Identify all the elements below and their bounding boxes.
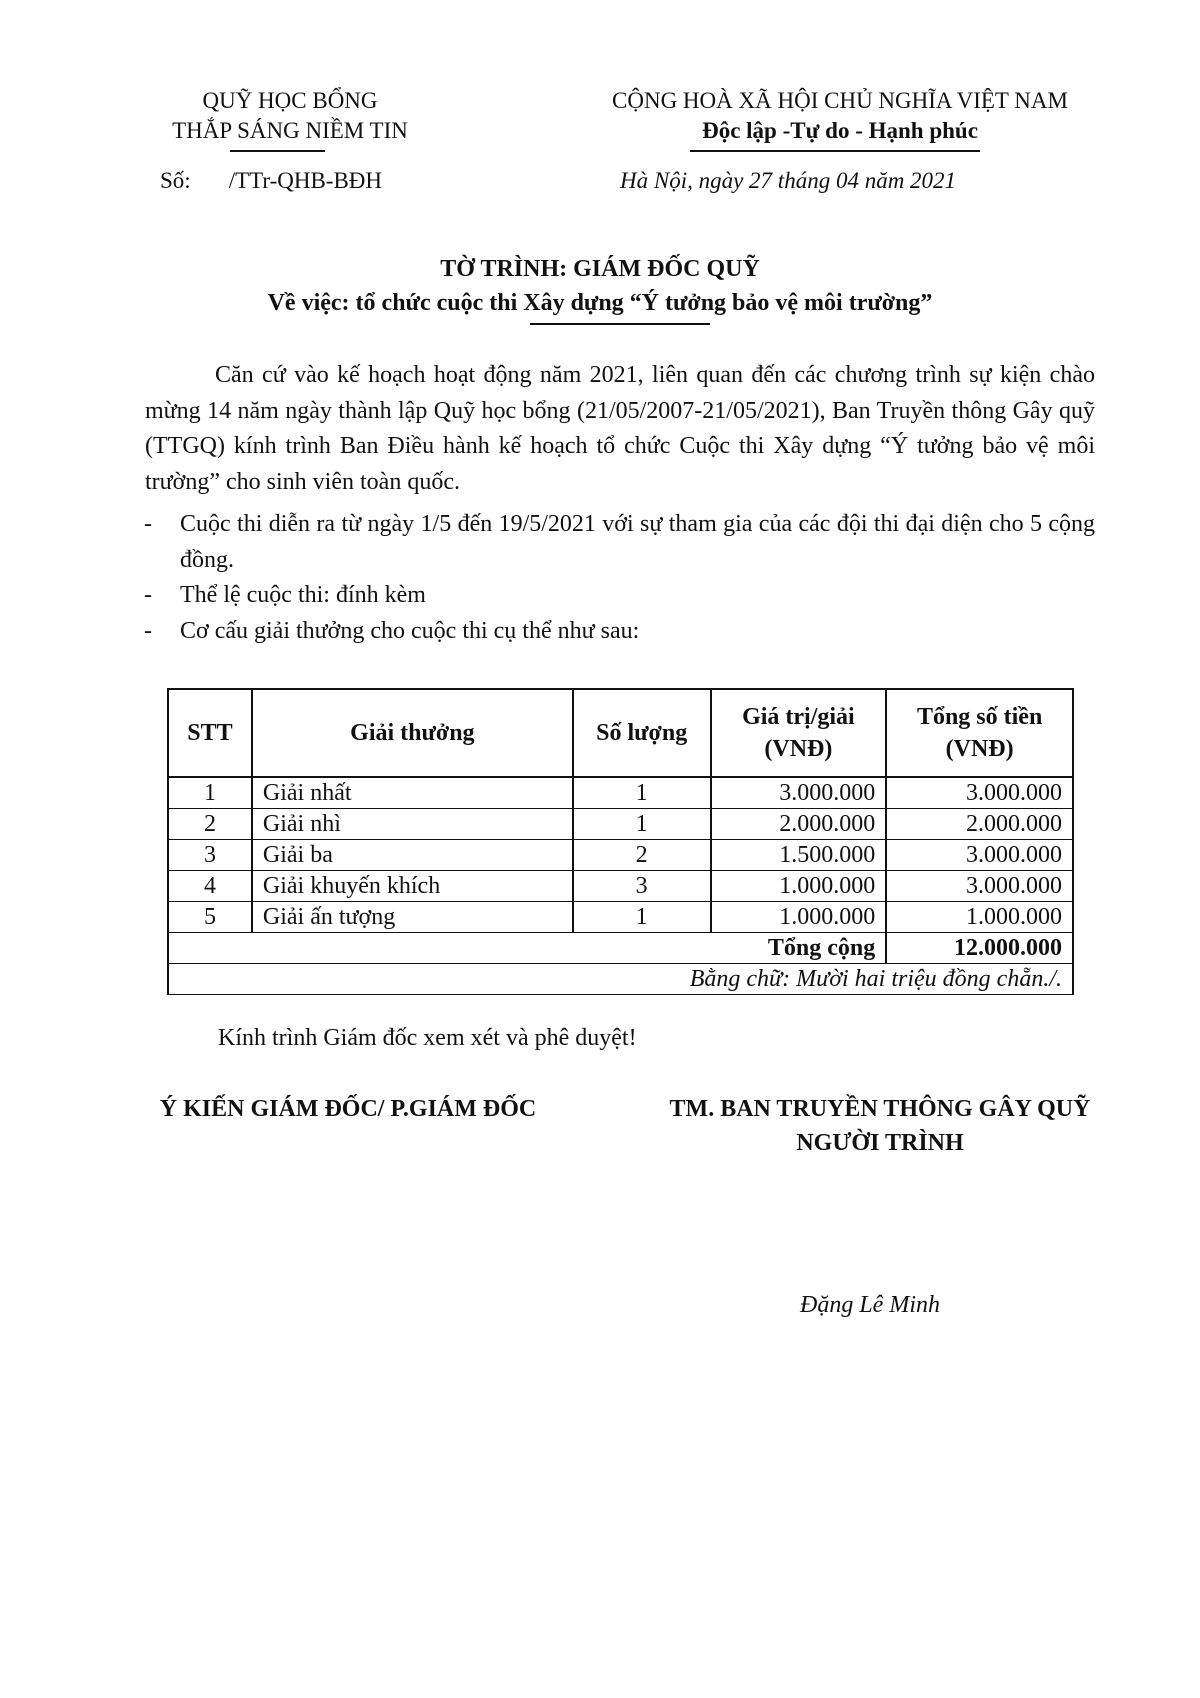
cell-total: 3.000.000 [886, 871, 1073, 902]
cell-value: 1.000.000 [711, 871, 887, 902]
document-title [100, 252, 1100, 320]
cell-stt: 4 [168, 871, 252, 902]
header-total-line1: Tổng số tiền [916, 704, 1043, 730]
national-motto: Độc lập -Tự do - Hạnh phúc [702, 118, 978, 143]
submitter-signature-block [620, 1092, 1140, 1160]
table-row [168, 777, 1073, 809]
list-item: - Cơ cấu giải thưởng cho cuộc thi cụ thể như sau: [140, 614, 1095, 650]
cell-value: 3.000.000 [711, 777, 887, 809]
org-underline [230, 150, 325, 152]
amount-in-words: Bằng chữ: Mười hai triệu đồng chẵn./. [168, 964, 1073, 995]
cell-stt: 3 [168, 840, 252, 871]
doc-number-label: Số: [160, 168, 191, 193]
cell-quantity: 3 [573, 871, 711, 902]
cell-stt: 1 [168, 777, 252, 809]
org-name-line1: QUỸ HỌC BỔNG [202, 88, 378, 113]
table-row [168, 840, 1073, 871]
header-stt: STT [168, 689, 252, 777]
cell-total: 3.000.000 [886, 840, 1073, 871]
amount-in-words-row [168, 964, 1073, 995]
submitter-role: NGƯỜI TRÌNH [796, 1130, 964, 1156]
intro-paragraph: Căn cứ vào kế hoạch hoạt động năm 2021, liên quan đến các chương trình sự kiện chào mừng 14 năm ngày thành lập Quỹ học bổng (21/05/2007-21/05/2021), Ban Truyền thông Gây quỹ (TTGQ) kính trình Ban Điều hành kế hoạch tổ chức Cuộc thi Xây dựng “Ý tưởng bảo vệ môi trường” cho sinh viên toàn quốc. [145, 362, 1095, 495]
motto-underline [690, 150, 980, 152]
cell-prize: Giải ba [252, 840, 573, 871]
header-quantity: Số lượng [573, 689, 711, 777]
table-row [168, 871, 1073, 902]
cell-prize: Giải ấn tượng [252, 902, 573, 933]
doc-number-value: /TTr-QHB-BĐH [228, 168, 383, 193]
cell-prize: Giải khuyến khích [252, 871, 573, 902]
country-name: CỘNG HOÀ XÃ HỘI CHỦ NGHĨA VIỆT NAM [612, 88, 1068, 113]
cell-quantity: 1 [573, 809, 711, 840]
organization-name [140, 86, 440, 146]
submitter-department: TM. BAN TRUYỀN THÔNG GÂY QUỸ [669, 1096, 1091, 1122]
national-header [580, 86, 1100, 146]
header-total-line2: (VNĐ) [945, 736, 1014, 762]
title-underline [530, 323, 710, 325]
grand-total-row [168, 933, 1073, 964]
cell-stt: 5 [168, 902, 252, 933]
cell-total: 1.000.000 [886, 902, 1073, 933]
signer-name: Đặng Lê Minh [800, 1292, 940, 1318]
grand-total-label: Tổng cộng [168, 933, 886, 964]
details-list [140, 507, 1095, 649]
title-line1: TỜ TRÌNH: GIÁM ĐỐC QUỸ [440, 256, 760, 282]
title-subject: Về việc: tổ chức cuộc thi Xây dựng “Ý tưởng bảo vệ môi trường” [267, 290, 933, 316]
cell-value: 2.000.000 [711, 809, 887, 840]
list-item: - Cuộc thi diễn ra từ ngày 1/5 đến 19/5/2021 với sự tham gia của các đội thi đại diện cho 5 cộng đồng. [140, 507, 1095, 578]
cell-value: 1.500.000 [711, 840, 887, 871]
document-number [160, 166, 382, 196]
cell-total: 2.000.000 [886, 809, 1073, 840]
org-name-line2: THẮP SÁNG NIỀM TIN [172, 118, 408, 143]
cell-quantity: 1 [573, 777, 711, 809]
header-prize: Giải thưởng [252, 689, 573, 777]
cell-prize: Giải nhì [252, 809, 573, 840]
header-value-line1: Giá trị/giải [742, 704, 855, 730]
cell-value: 1.000.000 [711, 902, 887, 933]
closing-request: Kính trình Giám đốc xem xét và phê duyệt! [218, 1025, 637, 1051]
table-header-row [168, 689, 1073, 777]
cell-total: 3.000.000 [886, 777, 1073, 809]
header-total [886, 689, 1073, 777]
cell-prize: Giải nhất [252, 777, 573, 809]
cell-stt: 2 [168, 809, 252, 840]
grand-total-value: 12.000.000 [886, 933, 1073, 964]
prize-table [167, 688, 1074, 995]
cell-quantity: 2 [573, 840, 711, 871]
header-value-line2: (VNĐ) [764, 736, 833, 762]
cell-quantity: 1 [573, 902, 711, 933]
table-row [168, 902, 1073, 933]
header-value [711, 689, 887, 777]
table-row [168, 809, 1073, 840]
place-and-date: Hà Nội, ngày 27 tháng 04 năm 2021 [620, 168, 957, 193]
list-item: - Thể lệ cuộc thi: đính kèm [140, 578, 1095, 614]
director-opinion-title: Ý KIẾN GIÁM ĐỐC/ P.GIÁM ĐỐC [159, 1096, 537, 1122]
